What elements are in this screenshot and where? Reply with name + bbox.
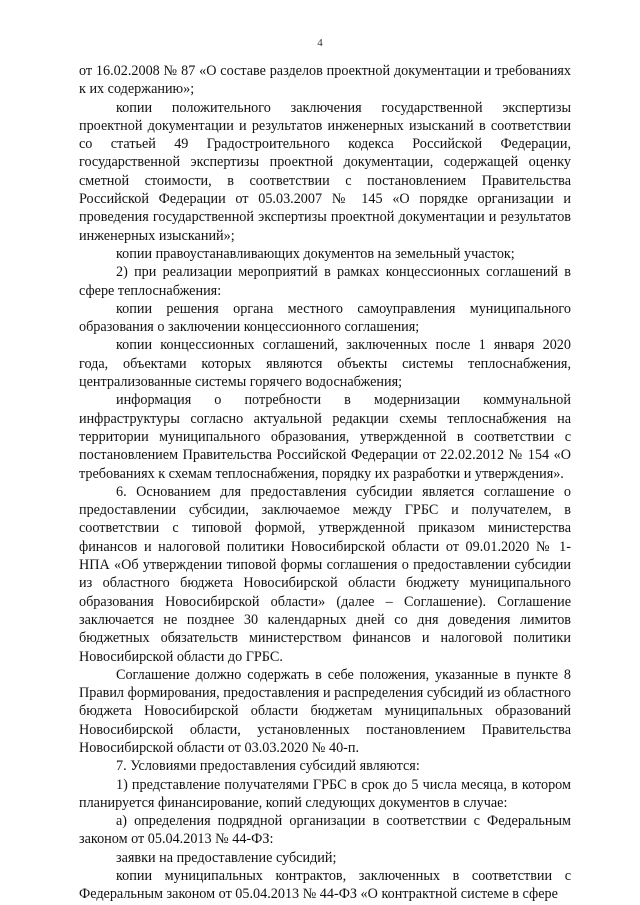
paragraph: информация о потребности в модернизации коммунальной инфраструктуры согласно актуальной редакции схемы теплоснабжения на территории муниципального образования, утвержденной в соответствии с постановлением Правительства Российской Федерации от 22.02.2012 № 154 «О требованиях к схемам теплоснабжения, порядку их разработки и утверждения».	[79, 392, 571, 482]
paragraph: копии решения органа местного самоуправления муниципального образования о заключении концессионного соглашения;	[79, 300, 571, 336]
paragraph: 6. Основанием для предоставления субсидии является соглашение о предоставлении субсидии, заключаемое между ГРБС и получателем, в соответствии с типовой формой, утвержденной приказом министерства финансов и налоговой политики Новосибирской области от 09.01.2020 № 1-НПА «Об утверждении типовой формы соглашения о предоставлении субсидии из областного бюджета Новосибирской области бюджету муниципального образования Новосибирской области» (далее – Соглашение). Соглашение заключается не позднее 30 календарных дней со дня доведения лимитов бюджетных обязательств министерством финансов и налоговой политики Новосибирской области до ГРБС.	[79, 483, 571, 665]
paragraph: копии муниципальных контрактов, заключенных в соответствии с Федеральным законом от 05.04.2013 № 44-ФЗ «О контрактной системе в сфере	[79, 868, 571, 903]
paragraph: Соглашение должно содержать в себе положения, указанные в пункте 8 Правил формирования, предоставления и распределения субсидий из областного бюджета Новосибирской области бюджетам муниципальных образований Новосибирской области, установленных постановлением Правительства Новосибирской области от 03.03.2020 № 40-п.	[79, 666, 571, 756]
paragraph: 2) при реализации мероприятий в рамках концессионных соглашений в сфере теплоснабжения:	[79, 264, 571, 299]
paragraph: а) определения подрядной организации в соответствии с Федеральным законом от 05.04.2013 № 44-ФЗ:	[79, 813, 571, 848]
document-body	[79, 62, 571, 904]
paragraph: копии положительного заключения государственной экспертизы проектной документации и результатов инженерных изысканий в соответствии со статьей 49 Градостроительного кодекса Российской Федерации, государственной экспертизы проектной документации, содержащей оценку сметной стоимости, в соответствии с постановлением Правительства Российской Федерации от 05.03.2007 № 145 «О порядке организации и проведения государственной экспертизы проектной документации и результатов инженерных изысканий»;	[79, 99, 571, 244]
paragraph: 1) представление получателями ГРБС в срок до 5 числа месяца, в котором планируется финансирование, копий следующих документов в случае:	[79, 776, 571, 811]
paragraph: 7. Условиями предоставления субсидий являются:	[116, 758, 420, 775]
page-number: 4	[317, 37, 323, 49]
paragraph: копии правоустанавливающих документов на земельный участок;	[116, 245, 515, 262]
paragraph: копии концессионных соглашений, заключенных после 1 января 2020 года, объектами которых являются объекты системы теплоснабжения, централизованные системы горячего водоснабжения;	[79, 337, 571, 391]
paragraph: заявки на предоставление субсидий;	[116, 849, 337, 866]
paragraph: от 16.02.2008 № 87 «О составе разделов проектной документации и требованиях к их содержанию»;	[79, 63, 571, 98]
